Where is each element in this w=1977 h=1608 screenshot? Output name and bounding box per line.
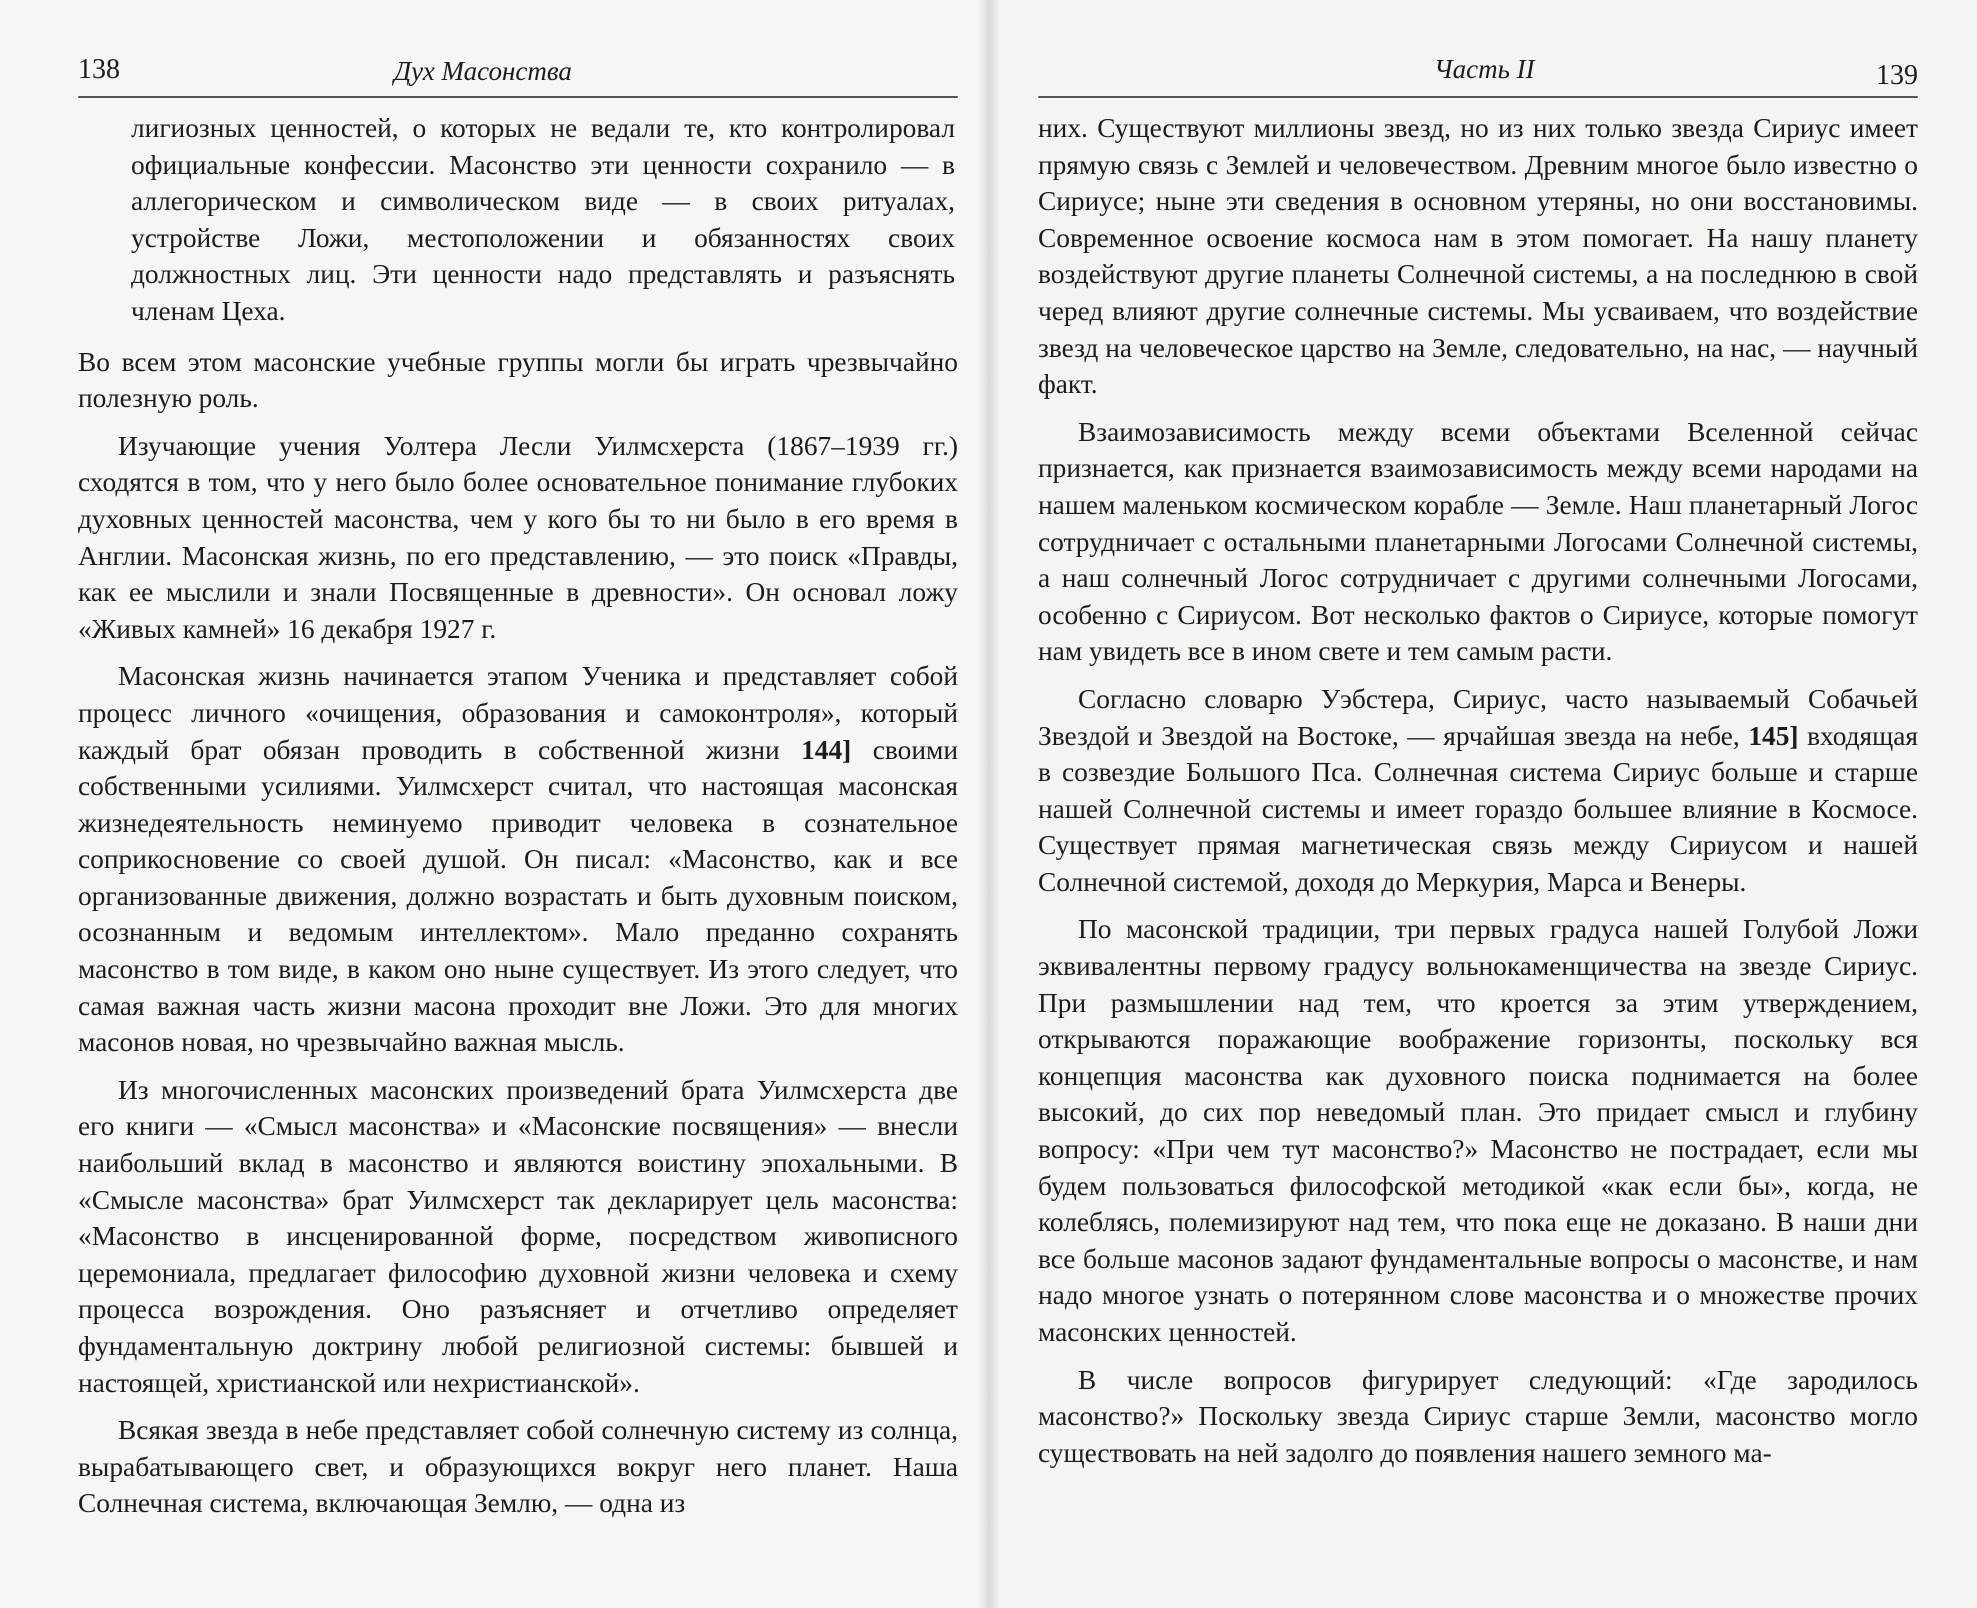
- right-header-rule: [1038, 96, 1918, 98]
- left-running-header: [78, 54, 958, 104]
- left-header-rule: [78, 96, 958, 98]
- left-running-title: Дух Масонства: [394, 56, 572, 86]
- paragraph: По масонской традиции, три первых градуса нашей Голубой Ложи эквивалентны первому градусу вольнокаменщичества на звезде Сириус. При размышлении над тем, что кроется за этим утверждением, открываются поражающие воображение горизонты, поскольку вся концепция масонства как духовного поиска поднимается на более высокий, до сих пор неведомый план. Это придает смысл и глубину вопросу: «При чем тут масонство?» Масонство не пострадает, если мы будем пользоваться философской методикой «как если бы», когда, не колеблясь, полемизируют над тем, что пока еще не доказано. В наши дни все больше масонов задают фундаментальные вопросы о масонстве, и нам надо многое узнать о потерянном слове масонства и о множестве прочих масонских ценностей.: [1038, 914, 1918, 1347]
- right-page: [988, 0, 1977, 1608]
- paragraph: них. Существуют миллионы звезд, но из них только звезда Сириус имеет прямую связь с Землей и человечеством. Древним многое было известно о Сириусе; ныне эти сведения в основном утеряны, но они восстановимы. Современное освоение космоса нам в этом помогает. На нашу планету воздействуют другие планеты Солнечной системы, а на последнюю в свой черед влияют другие солнечные системы. Мы усваиваем, что воздействие звезд на человеческое царство на Земле, следовательно, на нас, — научный факт.: [1038, 113, 1918, 400]
- book-gutter-shadow: [978, 0, 1000, 1608]
- page-marker: 144]: [801, 734, 852, 765]
- paragraph: Всякая звезда в небе представляет собой солнечную систему из солнца, вырабатывающего свет, и образующихся вокруг него планет. Наша Солнечная система, включающая Землю, — одна из: [78, 1415, 958, 1519]
- left-page: [0, 0, 988, 1608]
- left-page-number: 138: [78, 54, 120, 85]
- paragraph-text: своими собственными усилиями. Уилмсхерст считал, что настоящая масонская жизнедеятельность неминуемо приводит человека в сознательное соприкосновение со своей душой. Он писал: «Масонство, как и все организованные движения, должно возрастать и быть духовным поиском, осознанным и ведомым интеллектом». Мало преданно сохранять масонство в том виде, в каком оно ныне существует. Из этого следует, что самая важная часть жизни масона проходит вне Ложи. Это для многих масонов новая, но чрезвычайно важная мысль.: [78, 734, 958, 1058]
- right-page-number: 139: [1876, 60, 1918, 91]
- paragraph: Во всем этом масонские учебные группы могли бы играть чрезвычайно полезную роль.: [78, 346, 958, 414]
- right-page-body: [1038, 110, 1918, 1482]
- paragraph: [1038, 681, 1918, 901]
- paragraph: Взаимозависимость между всеми объектами Вселенной сейчас признается, как признается взаимозависимость между всеми народами на нашем маленьком космическом корабле — Земле. Наш планетарный Логос сотрудничает с остальными планетарными Логосами Солнечной системы, а наш солнечный Логос сотрудничает с другими солнечными Логосами, особенно с Сириусом. Вот несколько фактов о Сириусе, которые помогут нам увидеть все в ином свете и тем самым расти.: [1038, 416, 1918, 667]
- right-running-header: [1038, 54, 1918, 104]
- paragraph: Из многочисленных масонских произведений брата Уилмсхерста две его книги — «Смысл масонства» и «Масонские посвящения» — внесли наибольший вклад в масонство и являются воистину эпохальными. В «Смысле масонства» брат Уилмсхерст так декларирует цель масонства: «Масонство в инсценированной форме, посредством живописного церемониала, предлагает философию духовной жизни человека и схему процесса возрождения. Оно разъясняет и отчетливо определяет фундаментальную доктрину любой религиозной системы: бывшей и настоящей, христианской или нехристианской».: [78, 1074, 958, 1398]
- page-marker: 145]: [1748, 720, 1799, 751]
- right-running-title: Часть II: [1434, 54, 1535, 84]
- left-page-body: [78, 110, 958, 1533]
- paragraph-text: входящая в созвездие Большого Пса. Солнечная система Сириус больше и старше нашей Солнечной системы и имеет гораздо большее влияние в Космосе. Существует прямая магнетическая связь между Сириусом и нашей Солнечной системой, доходя до Меркурия, Марса и Венеры.: [1038, 720, 1918, 897]
- paragraph: лигиозных ценностей, о которых не ведали те, кто контролировал официальные конфессии. Масонство эти ценности сохранило — в аллегорическом и символическом виде — в своих ритуалах, устройстве Ложи, местоположении и обязанностях своих должностных лиц. Эти ценности надо представлять и разъяснять членам Цеха.: [131, 113, 955, 326]
- paragraph-text: Масонская жизнь начинается этапом Ученика и представляет собой процесс личного «очищения, образования и самоконтроля», который каждый брат обязан проводить в собственной жизни: [78, 661, 958, 765]
- paragraph: Изучающие учения Уолтера Лесли Уилмсхерста (1867–1939 гг.) сходятся в том, что у него было более основательное понимание глубоких духовных ценностей масонства, чем у кого бы то ни было в его время в Англии. Масонская жизнь, по его представлению, — это поиск «Правды, как ее мыслили и знали Посвященные в древности». Он основал ложу «Живых камней» 16 декабря 1927 г.: [78, 430, 958, 644]
- paragraph: В числе вопросов фигурирует следующий: «Где зародилось масонство?» Поскольку звезда Сириус старше Земли, масонство могло существовать на ней задолго до появления нашего земного ма-: [1038, 1364, 1918, 1468]
- paragraph-text: Согласно словарю Уэбстера, Сириус, часто называемый Собачьей Звездой и Звездой на Востоке, — ярчайшая звезда на небе,: [1038, 683, 1918, 751]
- paragraph: [78, 658, 958, 1061]
